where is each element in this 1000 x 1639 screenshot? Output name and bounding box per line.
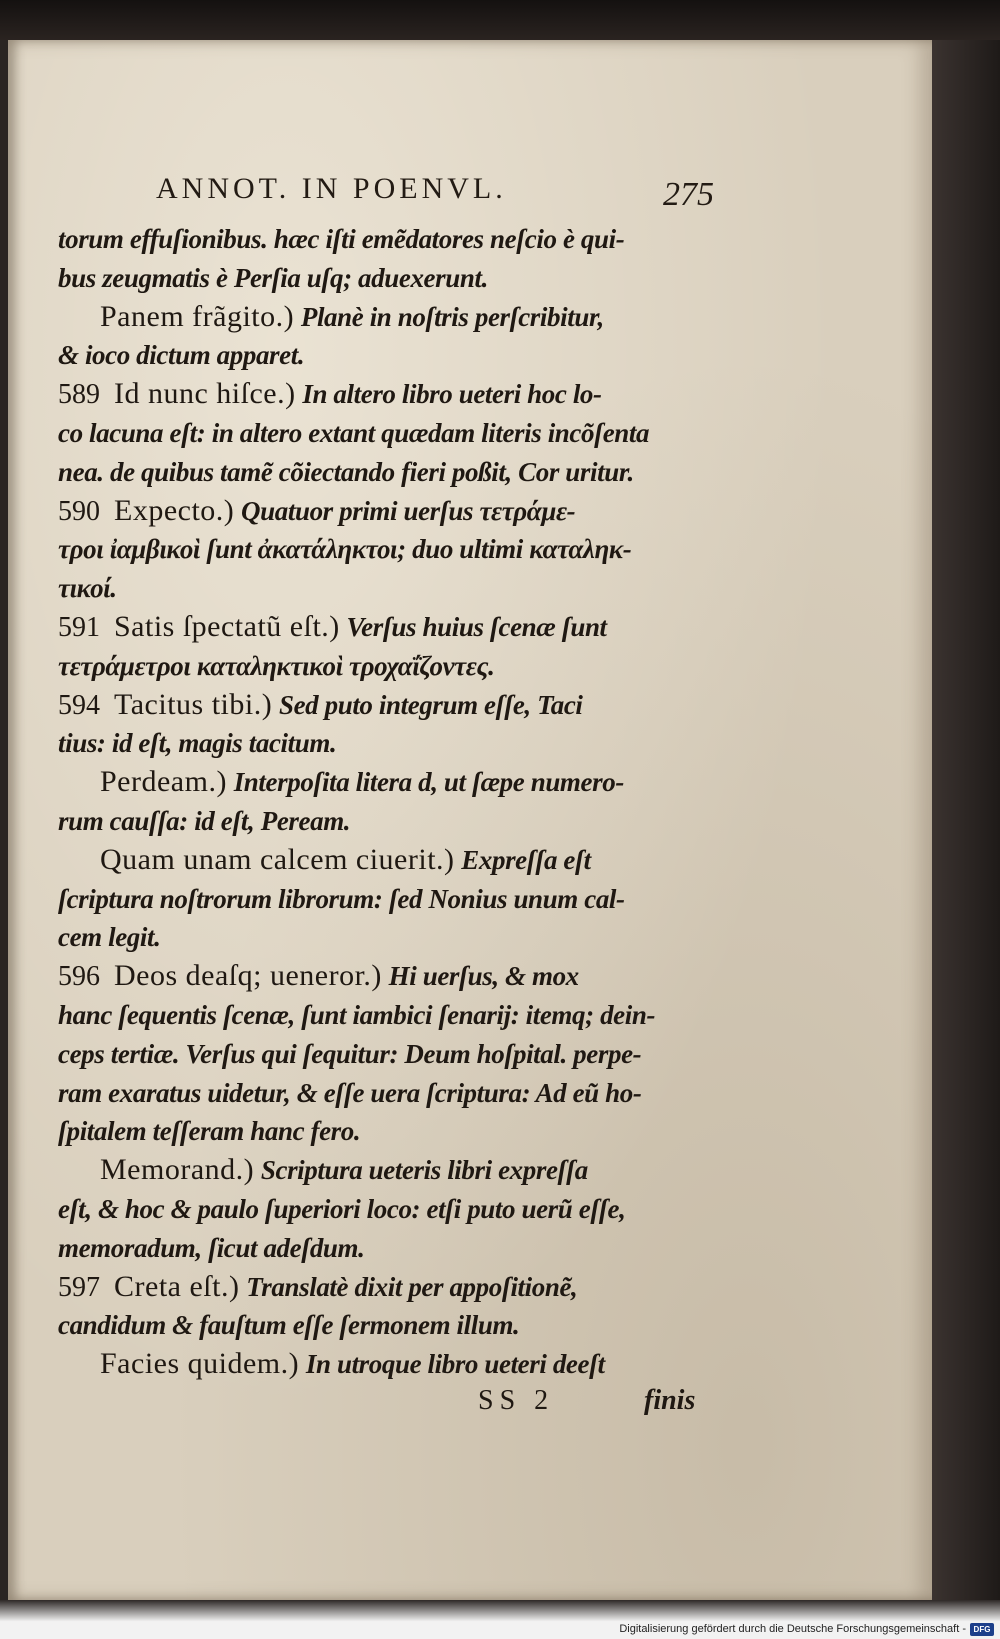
gloss-text: Quatuor primi uerſus τετράμε- bbox=[241, 495, 576, 526]
lemma: Memorand.) bbox=[100, 1153, 255, 1187]
text-line bbox=[58, 220, 738, 259]
annotation-text-block bbox=[58, 220, 738, 1384]
annotation-entry-line bbox=[58, 1151, 738, 1190]
text-line bbox=[58, 569, 738, 608]
gloss-text: rum cauſſa: id eſt, Peream. bbox=[58, 805, 351, 836]
gloss-text: & ioco dictum apparet. bbox=[58, 340, 305, 371]
text-line bbox=[58, 259, 738, 298]
text-line bbox=[58, 1190, 738, 1229]
text-line bbox=[58, 802, 738, 841]
page-number: 275 bbox=[663, 176, 714, 213]
gloss-text: tius: id eſt, magis tacitum. bbox=[58, 728, 337, 759]
text-line bbox=[58, 336, 738, 375]
text-line bbox=[58, 414, 738, 453]
text-line bbox=[58, 453, 738, 492]
gloss-text: In utroque libro ueteri deeſt bbox=[305, 1349, 605, 1380]
gloss-text: ram exaratus uidetur, & eſſe uera ſcriptura: Ad eũ ho- bbox=[58, 1077, 642, 1108]
annotation-entry-line bbox=[58, 686, 738, 725]
text-line bbox=[58, 1035, 738, 1074]
annotation-entry-line bbox=[58, 492, 738, 531]
gloss-text: Interpoſita litera d, ut ſæpe numero- bbox=[233, 767, 624, 798]
text-line bbox=[58, 530, 738, 569]
verse-number: 597 bbox=[58, 1271, 100, 1303]
lemma: Expecto.) bbox=[114, 493, 235, 527]
text-line bbox=[58, 918, 738, 957]
gloss-text: ſcriptura noſtrorum librorum: ſed Nonius unum cal- bbox=[58, 883, 625, 914]
lemma: Tacitus tibi.) bbox=[114, 687, 273, 721]
annotation-entry-line bbox=[58, 1345, 738, 1384]
annotation-entry-line bbox=[58, 841, 738, 880]
lemma: Facies quidem.) bbox=[100, 1347, 300, 1381]
lemma: Perdeam.) bbox=[100, 765, 227, 799]
text-line bbox=[58, 1112, 738, 1151]
gloss-text: Translatè dixit per appoſitionẽ, bbox=[246, 1271, 578, 1302]
footer-bar bbox=[0, 1600, 1000, 1639]
signature-catchword-line bbox=[478, 1385, 728, 1425]
gloss-text: ceps tertiæ. Verſus qui ſequitur: Deum hoſpital. perpe- bbox=[58, 1038, 642, 1069]
annotation-entry-line bbox=[58, 957, 738, 996]
book-page bbox=[8, 40, 932, 1600]
annotation-entry-line bbox=[58, 375, 738, 414]
verse-number: 591 bbox=[58, 611, 100, 643]
verse-number: 594 bbox=[58, 689, 100, 721]
funding-notice: Digitalisierung gefördert durch die Deutsche Forschungsgemeinschaft - bbox=[619, 1623, 966, 1635]
gloss-text: τετράμετροι καταληκτικοὶ τροχαΐζοντες. bbox=[58, 650, 495, 681]
gloss-text: ſpitalem teſſeram hanc fero. bbox=[58, 1116, 361, 1147]
gloss-text: Sed puto integrum eſſe, Taci bbox=[278, 689, 583, 720]
lemma: Satis ſpectatũ eſt.) bbox=[114, 609, 340, 643]
gloss-text: Hi uerſus, & mox bbox=[388, 961, 579, 992]
gloss-text: nea. de quibus tamẽ cõiectando fieri poßit, Cor uritur. bbox=[58, 456, 634, 487]
gloss-text: eſt, & hoc & paulo ſuperiori loco: etſi puto uerũ eſſe, bbox=[58, 1193, 626, 1224]
gloss-text: bus zeugmatis è Perſia uſq; aduexerunt. bbox=[58, 262, 488, 293]
gloss-text: Verſus huius ſcenæ ſunt bbox=[346, 611, 607, 642]
text-line bbox=[58, 724, 738, 763]
verse-number: 596 bbox=[58, 961, 100, 993]
gloss-text: Expreſſa eſt bbox=[461, 844, 591, 875]
annotation-entry-line bbox=[58, 298, 738, 337]
lemma: Deos deaſq; ueneror.) bbox=[114, 959, 382, 993]
gloss-text: memoradum, ſicut adeſdum. bbox=[58, 1232, 365, 1263]
text-line bbox=[58, 647, 738, 686]
dfg-logo: DFG bbox=[970, 1623, 994, 1636]
annotation-entry-line bbox=[58, 608, 738, 647]
verse-number: 589 bbox=[58, 379, 100, 411]
text-line bbox=[58, 880, 738, 919]
verse-number: 590 bbox=[58, 495, 100, 527]
lemma: Creta eſt.) bbox=[114, 1269, 240, 1303]
text-line bbox=[58, 1306, 738, 1345]
lemma: Id nunc hiſce.) bbox=[114, 377, 296, 411]
lemma: Panem frãgito.) bbox=[100, 299, 295, 333]
text-line bbox=[58, 1074, 738, 1113]
gloss-text: torum effuſionibus. hæc iſti emẽdatores neſcio è qui- bbox=[58, 224, 625, 254]
running-head: ANNOT. IN POENVL. bbox=[156, 172, 507, 205]
gloss-text: In altero libro ueteri hoc lo- bbox=[302, 379, 602, 410]
scan-top-edge bbox=[0, 0, 1000, 40]
gloss-text: hanc ſequentis ſcenæ, ſunt iambici ſenarij: itemq; dein- bbox=[58, 999, 656, 1030]
gloss-text: candidum & fauſtum eſſe ſermonem illum. bbox=[58, 1310, 520, 1341]
signature-mark: SS 2 bbox=[478, 1385, 555, 1416]
scan-right-edge bbox=[932, 40, 1000, 1600]
lemma: Quam unam calcem ciuerit.) bbox=[100, 842, 455, 876]
gloss-text: cem legit. bbox=[58, 922, 161, 953]
gloss-text: τικοί. bbox=[58, 573, 117, 604]
catchword: finis bbox=[644, 1385, 696, 1416]
gloss-text: Scriptura ueteris libri expreſſa bbox=[260, 1155, 588, 1186]
gloss-text: Planè in noſtris perſcribitur, bbox=[300, 301, 604, 332]
text-line bbox=[58, 996, 738, 1035]
gloss-text: co lacuna eſt: in altero extant quædam literis incõſenta bbox=[58, 417, 650, 448]
annotation-entry-line bbox=[58, 763, 738, 802]
text-line bbox=[58, 1229, 738, 1268]
gloss-text: τροι ἰαμβικοὶ ſunt ἀκατάληκτοι; duo ultimi καταληκ- bbox=[58, 534, 632, 565]
annotation-entry-line bbox=[58, 1268, 738, 1307]
